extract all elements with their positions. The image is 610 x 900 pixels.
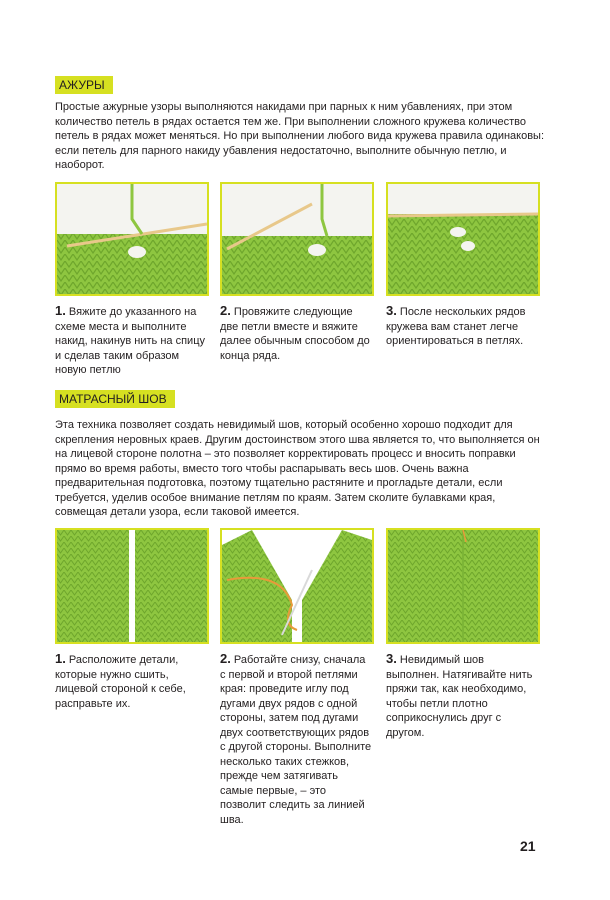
- step-text: Вяжите до указанного на схеме места и выполните накид, накинув нить на спицу и сделав таким образом новую петлю: [55, 306, 205, 376]
- step-text: После нескольких рядов кружева вам станет легче ориентироваться в петлях.: [386, 306, 526, 347]
- step-number: 2.: [220, 651, 231, 666]
- lace-photo-2: [220, 182, 374, 296]
- lace-photo-3: [386, 182, 540, 296]
- step-number: 3.: [386, 651, 397, 666]
- step-number: 3.: [386, 303, 397, 318]
- lace-paragraph: Простые ажурные узоры выполняются накидами при парных к ним убавлениях, при этом количество петель в рядах остается тем же. При выполнении сложного кружева количество петель в рядах может меняться. Но при выполнении любого вида кружева правила одинаковы: если петель для парного накиду убавления недостаточно, выполните обычную петлю, и наоборот.: [55, 101, 545, 171]
- section-title-lace: АЖУРЫ: [55, 76, 113, 94]
- section-title-mattress: МАТРАСНЫЙ ШОВ: [55, 390, 175, 408]
- mattress-photo-1: [55, 528, 209, 644]
- mattress-step-1: [55, 652, 207, 711]
- mattress-photo-3: [386, 528, 540, 644]
- step-number: 1.: [55, 303, 66, 318]
- lace-step-2: [220, 304, 372, 363]
- step-number: 1.: [55, 651, 66, 666]
- step-text: Работайте снизу, сначала с первой и второй петлями края: проведите иглу под дугами двух рядов с одной стороны, затем под дугами двух соответствующих рядов с другой стороны. Выполните несколько таких стежков, прежде чем затягивать самые первые, – это позволит следить за линией шва.: [220, 654, 372, 826]
- step-text: Провяжите следующие две петли вместе и вяжите далее обычным способом до конца ряда.: [220, 306, 370, 362]
- lace-step-3: [386, 304, 538, 349]
- mattress-photo-2: [220, 528, 374, 644]
- step-text: Расположите детали, которые нужно сшить, лицевой стороной к себе, расправьте их.: [55, 654, 186, 710]
- page-number: 21: [520, 838, 536, 854]
- step-number: 2.: [220, 303, 231, 318]
- mattress-step-3: [386, 652, 538, 740]
- step-text: Невидимый шов выполнен. Натягивайте нить пряжи так, как необходимо, чтобы петли плотно соприкоснулись друг с другом.: [386, 654, 533, 739]
- mattress-paragraph: Эта техника позволяет создать невидимый шов, который особенно хорошо подходит для скрепления неровных краев. Другим достоинством этого шва является то, что выполняется он на лицевой стороне полотна – это позволяет корректировать процесс и вносить поправки прямо во время работы, вместо того чтобы распарывать весь шов. Очень важна предварительная подготовка, поэтому тщательно растяните и прогладьте детали, если требуется, уделив особое внимание петлям по краям. Затем сколите булавками края, совмещая детали узора, если таковой имеется.: [55, 419, 540, 518]
- mattress-step-2: [220, 652, 372, 827]
- lace-photo-1: [55, 182, 209, 296]
- lace-step-1: [55, 304, 207, 378]
